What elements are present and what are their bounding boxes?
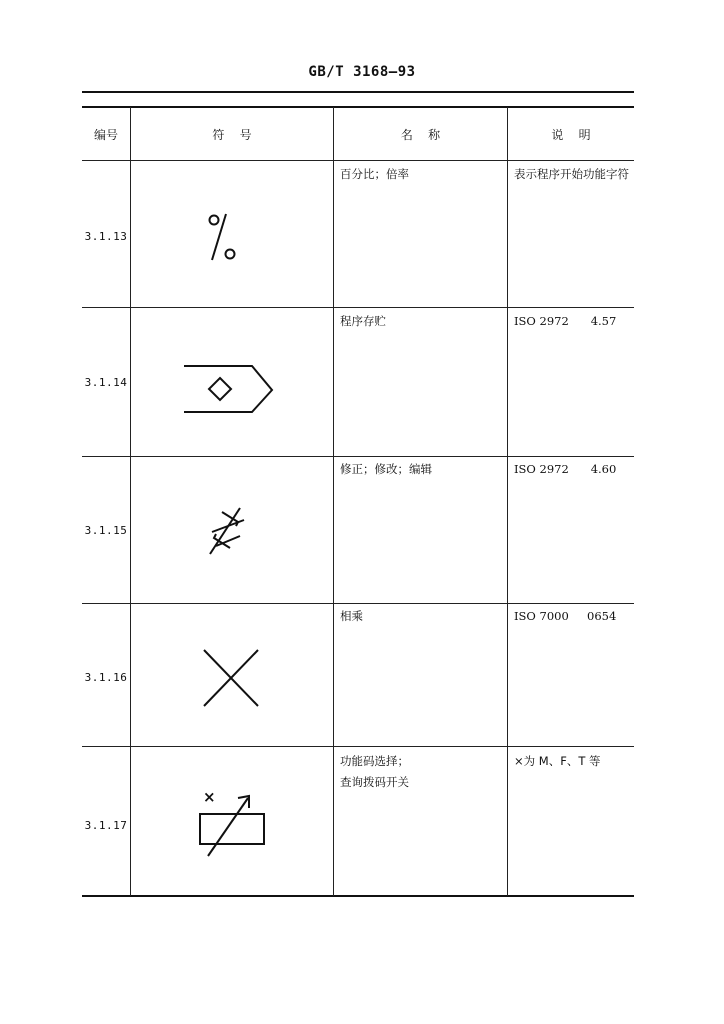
header-divider <box>82 160 634 161</box>
column-header-symbol: 符 号 <box>212 127 252 142</box>
row-code: 3.1.16 <box>84 671 128 684</box>
column-header-name: 名 称 <box>400 127 441 142</box>
row-divider <box>82 746 634 747</box>
row-note: 表示程序开始功能字符 <box>514 167 629 181</box>
percent-icon <box>200 208 250 268</box>
column-divider <box>130 107 131 896</box>
row-note: ISO 2972 4.57 <box>514 314 617 328</box>
symbol-label: × <box>203 788 216 806</box>
document-header: GB/T 3168—93 <box>308 64 416 80</box>
row-name: 百分比；倍率 <box>340 167 409 181</box>
row-divider <box>82 456 634 457</box>
row-code: 3.1.14 <box>84 376 128 389</box>
edit-modify-icon <box>200 502 256 562</box>
column-header-note: 说 明 <box>551 127 591 142</box>
multiply-icon <box>198 644 264 712</box>
column-divider <box>507 107 508 896</box>
row-name: 程序存贮 <box>340 314 386 328</box>
row-name: 功能码选择； 查询拨码开关 <box>340 754 409 789</box>
row-divider <box>82 307 634 308</box>
row-note: ISO 2972 4.60 <box>514 462 617 476</box>
row-divider <box>82 603 634 604</box>
row-name: 相乘 <box>340 609 363 623</box>
column-divider <box>333 107 334 896</box>
row-code: 3.1.15 <box>84 524 128 537</box>
column-header-code: 编号 <box>93 127 118 142</box>
row-name: 修正；修改；编辑 <box>340 462 432 476</box>
row-note: ISO 7000 0654 <box>514 609 617 623</box>
function-code-select-icon <box>196 792 270 862</box>
top-rule <box>82 91 634 93</box>
row-code: 3.1.17 <box>84 819 128 832</box>
row-note: ×为 M、F、T 等 <box>514 754 601 768</box>
program-storage-icon <box>180 360 280 420</box>
row-code: 3.1.13 <box>84 230 128 243</box>
table-bottom-border <box>82 895 634 897</box>
